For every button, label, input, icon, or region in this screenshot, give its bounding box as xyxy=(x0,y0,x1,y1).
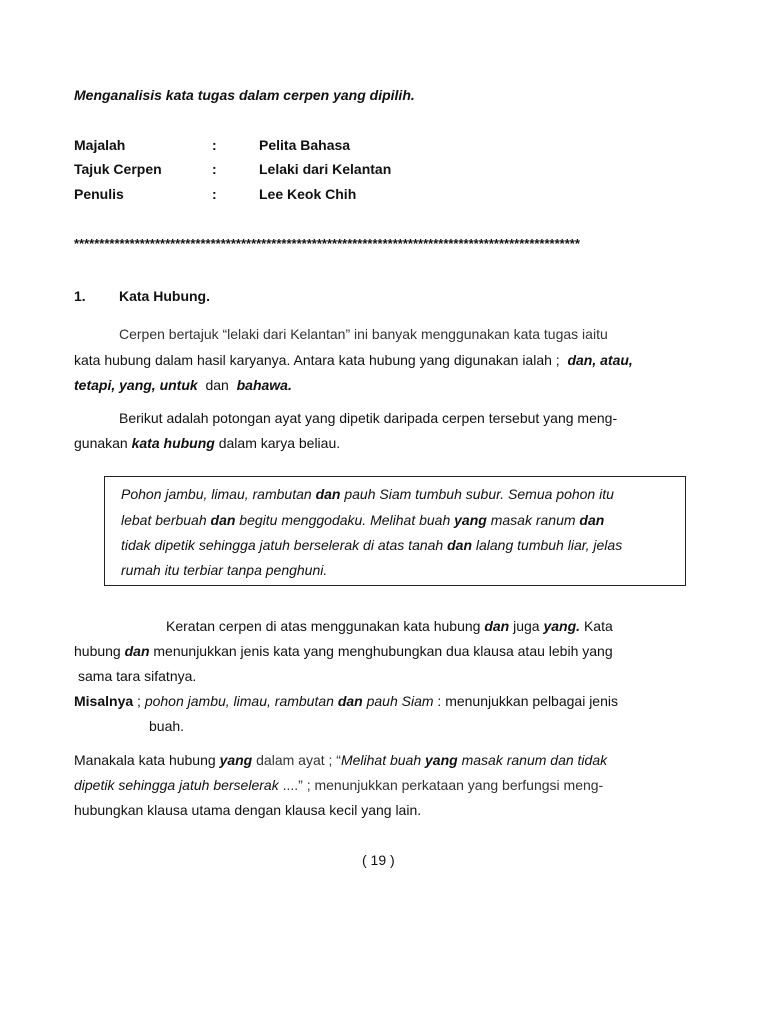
para1-line3 xyxy=(74,375,292,395)
quote-keyword: dan xyxy=(579,512,605,528)
quote-text: Pohon jambu, limau, rambutan xyxy=(121,486,316,502)
para2-line2 xyxy=(74,433,340,453)
para3-text: menunjukkan jenis kata yang menghubungkan dua klausa atau lebih yang xyxy=(149,643,613,659)
meta-value-penulis: Lee Keok Chih xyxy=(259,186,357,202)
para3-text: Kata xyxy=(580,618,613,634)
para3-text: hubung xyxy=(74,643,125,659)
para1-keywords: tetapi, yang, untuk xyxy=(74,377,198,393)
meta-colon: : xyxy=(212,161,217,177)
meta-colon: : xyxy=(212,186,217,202)
para4-line1 xyxy=(74,750,607,770)
para1-line2 xyxy=(74,350,633,370)
quote-box xyxy=(104,476,686,586)
para3-keyword: dan xyxy=(337,693,363,709)
para1-keywords: bahawa. xyxy=(236,377,292,393)
para1-line3-text: dan xyxy=(205,377,229,393)
para2-line1: Berikut adalah potongan ayat yang dipetik daripada cerpen tersebut yang meng- xyxy=(119,410,618,426)
para4-quote: dipetik sehingga jatuh berselerak xyxy=(74,777,279,793)
para3-line1 xyxy=(166,616,613,636)
para3-line5: buah. xyxy=(149,718,185,734)
page-number: ( 19 ) xyxy=(362,852,395,868)
para4-text: Manakala kata hubung xyxy=(74,752,220,768)
quote-text: begitu menggodaku. Melihat buah xyxy=(235,512,455,528)
quote-keyword: dan xyxy=(210,512,236,528)
para4-text: ....” ; menunjukkan perkataan yang berfungsi meng- xyxy=(278,777,604,793)
para4-keyword: yang xyxy=(425,752,458,768)
meta-label-majalah: Majalah xyxy=(74,137,126,153)
quote-text: lalang tumbuh liar, jelas xyxy=(472,537,623,553)
para3-keyword: yang. xyxy=(543,618,581,634)
para4-line2 xyxy=(74,775,603,795)
para3-line3: sama tara sifatnya. xyxy=(78,668,197,684)
quote-text: lebat berbuah xyxy=(121,512,211,528)
quote-text: pauh Siam tumbuh subur. Semua pohon itu xyxy=(340,486,614,502)
quote-keyword: dan xyxy=(447,537,472,553)
quote-line: rumah itu terbiar tanpa penghuni. xyxy=(121,562,328,578)
section-number: 1. xyxy=(74,288,86,304)
example-text: pauh Siam xyxy=(362,693,434,709)
para2-text: gunakan xyxy=(74,435,128,451)
meta-colon: : xyxy=(212,137,217,153)
meta-label-tajuk: Tajuk Cerpen xyxy=(74,161,162,177)
para1-line2-text: kata hubung dalam hasil karyanya. Antara kata hubung yang digunakan ialah ; xyxy=(74,352,560,368)
quote-line xyxy=(121,535,622,555)
quote-keyword: yang xyxy=(454,512,487,528)
document-heading: Menganalisis kata tugas dalam cerpen yang dipilih. xyxy=(74,87,415,103)
para4-quote: masak ranum dan tidak xyxy=(457,752,608,768)
para4-keyword: yang xyxy=(219,752,253,768)
section-title: Kata Hubung. xyxy=(119,288,210,304)
para3-text: juga xyxy=(509,618,544,634)
quote-text: masak ranum xyxy=(486,512,580,528)
example-text: pohon jambu, limau, rambutan xyxy=(144,693,338,709)
meta-value-majalah: Pelita Bahasa xyxy=(259,137,351,153)
quote-keyword: dan xyxy=(315,486,341,502)
quote-text: tidak dipetik sehingga jatuh berselerak di atas tanah xyxy=(121,537,448,553)
para3-line2 xyxy=(74,641,613,661)
para4-text: dalam ayat ; “ xyxy=(252,752,341,768)
example-label: Misalnya xyxy=(74,693,134,709)
para4-quote: Melihat buah xyxy=(340,752,426,768)
meta-value-tajuk: Lelaki dari Kelantan xyxy=(259,161,392,177)
para2-text: dalam karya beliau. xyxy=(218,435,341,451)
para3-text: ; xyxy=(133,693,145,709)
quote-line xyxy=(121,510,604,530)
para3-text: Keratan cerpen di atas menggunakan kata hubung xyxy=(166,618,485,634)
quote-line xyxy=(121,484,614,504)
para3-keyword: dan xyxy=(484,618,510,634)
para1-line1: Cerpen bertajuk “lelaki dari Kelantan” ini banyak menggunakan kata tugas iaitu xyxy=(119,326,608,342)
para1-keywords: dan, atau, xyxy=(567,352,633,368)
para3-text: : menunjukkan pelbagai jenis xyxy=(433,693,618,709)
para2-keyword: kata hubung xyxy=(131,435,215,451)
meta-label-penulis: Penulis xyxy=(74,186,124,202)
para4-line3: hubungkan klausa utama dengan klausa kecil yang lain. xyxy=(74,802,422,818)
para3-keyword: dan xyxy=(124,643,150,659)
separator-line: **************************************************************************************************** xyxy=(74,236,580,251)
para3-line4 xyxy=(74,691,618,711)
